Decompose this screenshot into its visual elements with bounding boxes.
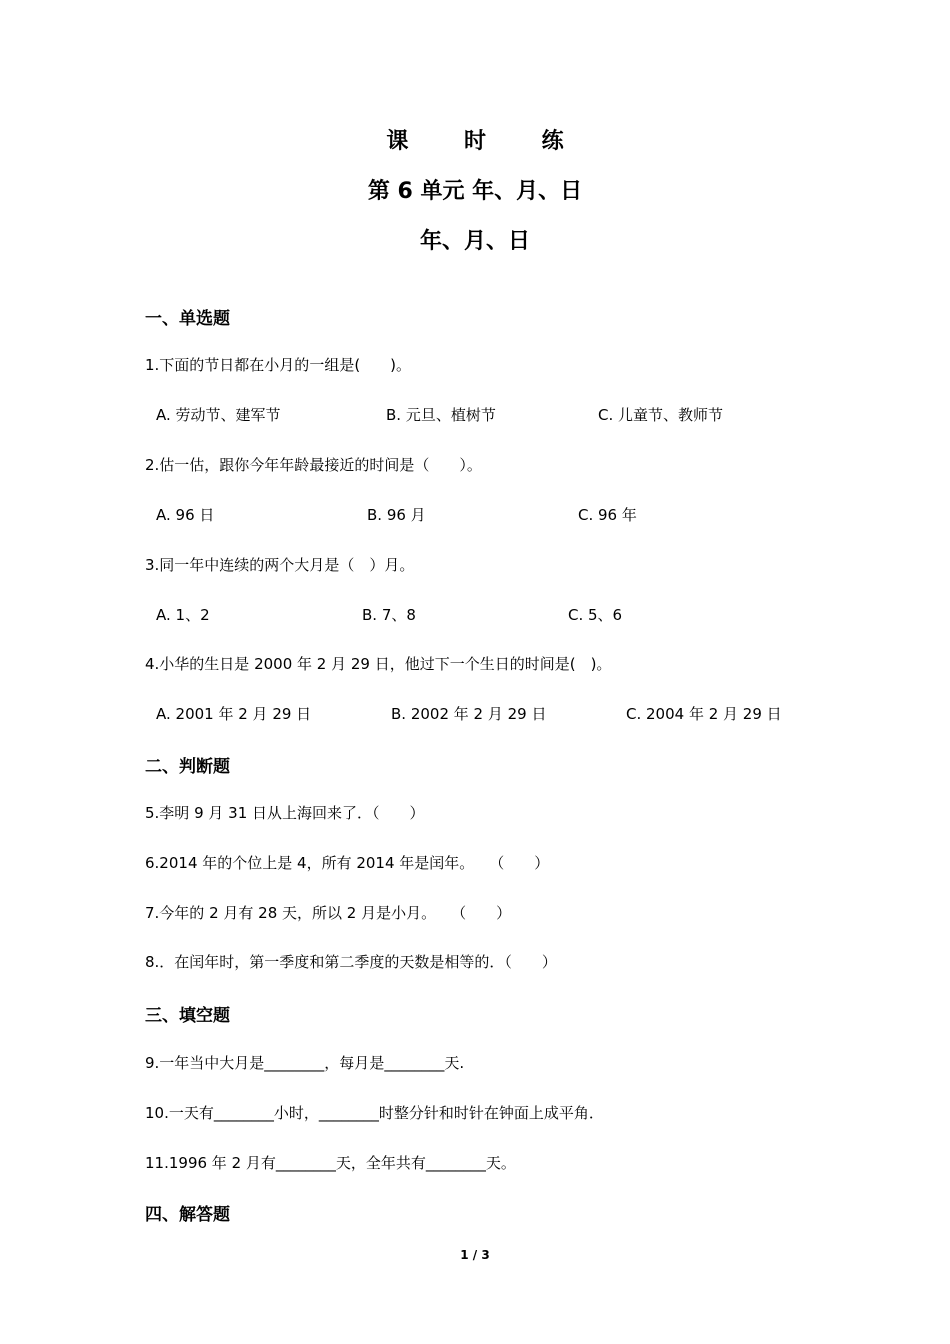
question-2-option-c: C. 96 年 [578,506,637,524]
question-4-option-c: C. 2004 年 2 月 29 日 [626,705,782,723]
question-5: 5.李明 9 月 31 日从上海回来了．（ ） [145,804,425,822]
question-10: 10.一天有________小时，________时整分针和时针在钟面上成平角． [145,1104,604,1122]
question-9: 9.一年当中大月是________，每月是________天. [145,1054,465,1072]
question-3-option-b: B. 7、8 [362,606,416,624]
question-1: 1.下面的节日都在小月的一组是( )。 [145,356,412,374]
question-6: 6.2014 年的个位上是 4，所有 2014 年是闰年。 （ ） [145,854,550,872]
question-4-option-b: B. 2002 年 2 月 29 日 [391,705,547,723]
question-8: 8.．在闰年时，第一季度和第二季度的天数是相等的．（ ） [145,953,557,971]
page-number: 1 / 3 [460,1248,490,1262]
question-1-option-a: A. 劳动节、建军节 [156,406,281,424]
section-fill-blank: 三、填空题 [145,1006,230,1026]
doc-title: 课 时 练 [386,129,588,154]
question-4: 4.小华的生日是 2000 年 2 月 29 日，他过下一个生日的时间是( )。 [145,655,612,673]
question-3-option-c: C. 5、6 [568,606,623,624]
question-1-option-b: B. 元旦、植树节 [386,406,496,424]
section-true-false: 二、判断题 [145,757,230,777]
question-4-option-a: A. 2001 年 2 月 29 日 [156,705,312,723]
unit-title: 第 6 单元 年、月、日 [367,179,583,204]
lesson-title: 年、月、日 [419,229,530,254]
question-1-option-c: C. 儿童节、教师节 [598,406,724,424]
question-3-option-a: A. 1、2 [156,606,210,624]
question-11: 11.1996 年 2 月有________天，全年共有________天。 [145,1154,516,1172]
question-2: 2.估一估，跟你今年年龄最接近的时间是（ ）。 [145,456,482,474]
question-2-option-b: B. 96 月 [367,506,426,524]
section-single-choice: 一、单选题 [145,309,230,329]
question-2-option-a: A. 96 日 [156,506,215,524]
question-7: 7.今年的 2 月有 28 天，所以 2 月是小月。 （ ） [145,904,512,922]
question-3: 3.同一年中连续的两个大月是（ ）月。 [145,556,415,574]
section-solve: 四、解答题 [145,1205,230,1225]
